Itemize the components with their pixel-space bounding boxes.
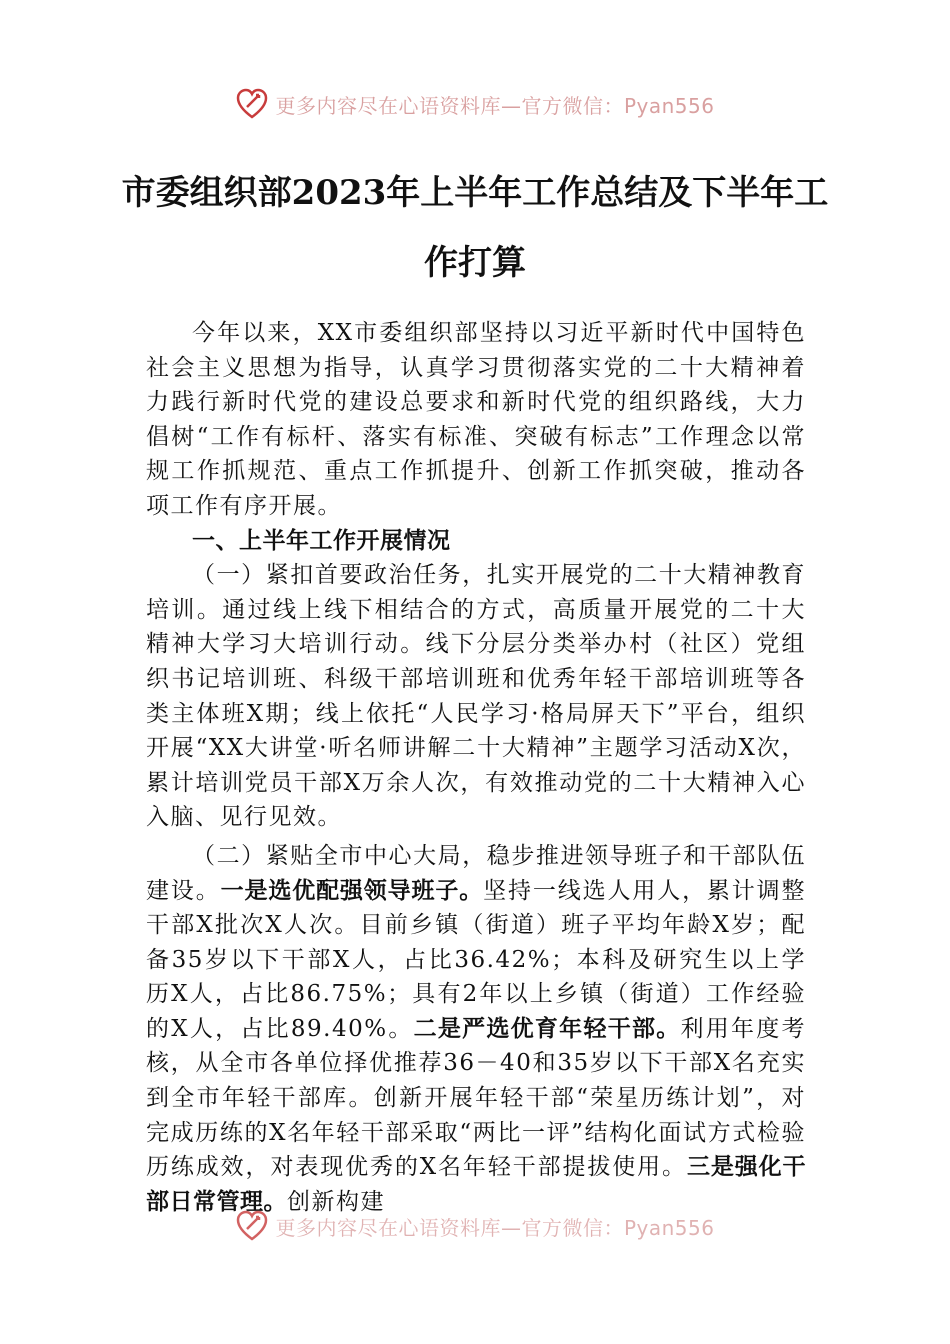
heart-pen-logo-icon	[235, 1209, 269, 1243]
bold-point-2: 二是严选优育年轻干部。	[413, 1015, 681, 1042]
watermark-footer	[0, 1206, 950, 1246]
heart-pen-logo-icon	[235, 87, 269, 121]
point-3-text: 创新构建	[287, 1188, 385, 1215]
bold-point-3: 三是强化干部日常管理。	[146, 1154, 807, 1215]
watermark-header	[0, 84, 950, 124]
watermark-text: 更多内容尽在心语资料库—官方微信：Pyan556	[275, 1215, 715, 1240]
document-title: 市委组织部2023年上半年工作总结及下半年工作打算	[121, 173, 829, 283]
paragraph-cadre-building	[146, 839, 806, 1220]
point-1-text: 坚持一线选人用人，累计调整干部X批次X人次。目前乡镇（街道）班子平均年龄X岁；配备35岁以下干部X人，占比36.42%；本科及研究生以上学历X人，占比86.75%；具有2年以上乡镇（街道）工作经验的X人，占比89.40%。	[146, 877, 807, 1042]
document-body	[146, 316, 806, 1219]
intro-paragraph: 今年以来，XX市委组织部坚持以习近平新时代中国特色社会主义思想为指导，认真学习贯彻落实党的二十大精神着力践行新时代党的建设总要求和新时代党的组织路线，大力倡树“工作有标杆、落实有标准、突破有标志”工作理念以常规工作抓规范、重点工作抓提升、创新工作抓突破，推动各项工作有序开展。	[146, 320, 806, 519]
paragraph-training: （一）紧扣首要政治任务，扎实开展党的二十大精神教育培训。通过线上线下相结合的方式，高质量开展党的二十大精神大学习大培训行动。线下分层分类举办村（社区）党组织书记培训班、科级干部培训班和优秀年轻干部培训班等各类主体班X期；线上依托“人民学习·格局屏天下”平台，组织开展“XX大讲堂·听名师讲解二十大精神”主题学习活动X次，累计培训党员干部X万余人次，有效推动党的二十大精神入心入脑、见行见效。	[146, 562, 806, 831]
section-heading: 一、上半年工作开展情况	[192, 527, 451, 554]
paragraph-lead-text: （二）紧贴全市中心大局，稳步推进领导班子和干部队伍建设。	[146, 842, 806, 904]
watermark-text: 更多内容尽在心语资料库—官方微信：Pyan556	[275, 93, 715, 118]
point-2-text: 利用年度考核，从全市各单位择优推荐36－40和35岁以下干部X名充实到全市年轻干部库。创新开展年轻干部“荣星历练计划”，对完成历练的X名年轻干部采取“两比一评”结构化面试方式检验历练成效，对表现优秀的X名年轻干部提拔使用。	[146, 1015, 807, 1181]
bold-point-1: 一是选优配强领导班子。	[220, 877, 484, 904]
